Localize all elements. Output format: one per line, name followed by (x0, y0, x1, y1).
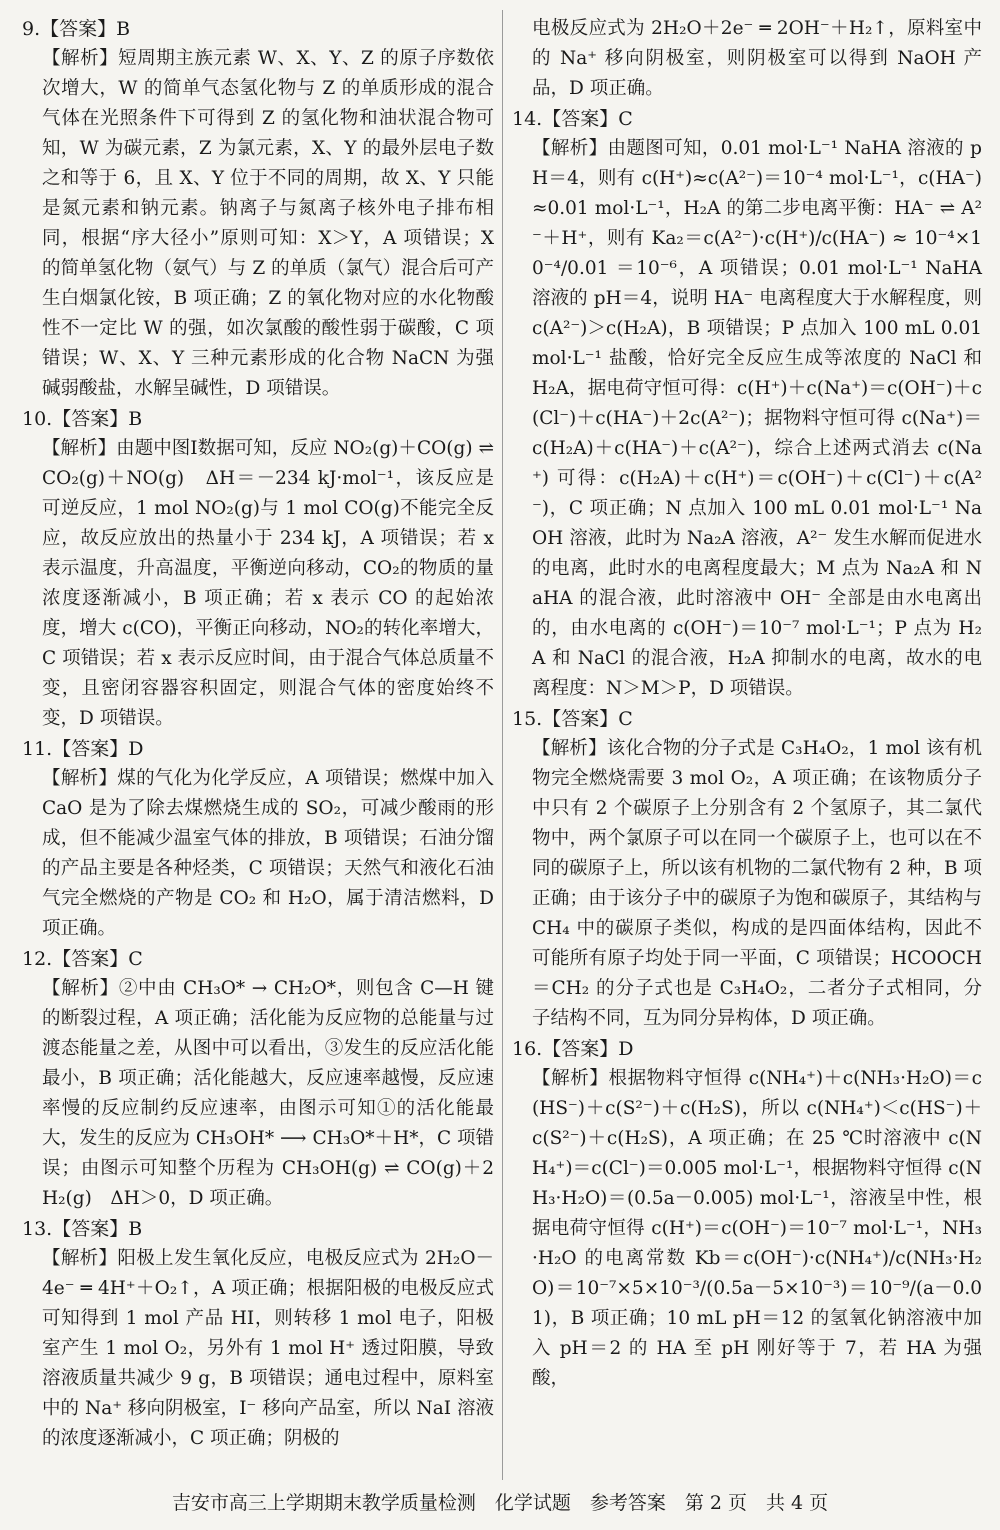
answer-label: 16.【答案】D (512, 1038, 634, 1060)
answer-label: 11.【答案】D (22, 738, 144, 760)
answer-label: 12.【答案】C (22, 948, 143, 970)
analysis-text: 【解析】由题中图Ⅰ数据可知，反应 NO₂(g)＋CO(g) ⇌ CO₂(g)＋NO(g) ΔH＝－234 kJ·mol⁻¹，该反应是可逆反应，1 mol NO₂(g)与 1 mol CO(g)不能完全反应，故反应放出的热量小于 234 kJ，A 项错误；若 x 表示温度，升高温度，平衡逆向移动，CO₂的物质的量浓度逐渐减小，B 项正确；若 x 表示 CO 的起始浓度，增大 c(CO)，平衡正向移动，NO₂的转化率增大，C 项错误；若 x 表示反应时间，由于混合气体总质量不变，且密闭容器容积固定，则混合气体的密度始终不变，D 项错误。 (42, 438, 494, 729)
analysis-text: 【解析】由题图可知，0.01 mol·L⁻¹ NaHA 溶液的 pH＝4，则有 c(H⁺)≈c(A²⁻)＝10⁻⁴ mol·L⁻¹，c(HA⁻)≈0.01 mol·L⁻¹，H₂A 的第二步电离平衡：HA⁻ ⇌ A²⁻＋H⁺，则有 Ka₂＝c(A²⁻)·c(H⁺)/c(HA⁻) ≈ 10⁻⁴×10⁻⁴/0.01 ＝10⁻⁶，A 项错误；0.01 mol·L⁻¹ NaHA 溶液的 pH＝4，说明 HA⁻ 电离程度大于水解程度，则 c(A²⁻)＞c(H₂A)，B 项错误；P 点加入 100 mL 0.01 mol·L⁻¹ 盐酸，恰好完全反应生成等浓度的 NaCl 和 H₂A，据电荷守恒可得：c(H⁺)＋c(Na⁺)＝c(OH⁻)＋c(Cl⁻)＋c(HA⁻)＋2c(A²⁻)；据物料守恒可得 c(Na⁺)＝c(H₂A)＋c(HA⁻)＋c(A²⁻)，综合上述两式消去 c(Na⁺) 可得：c(H₂A)＋c(H⁺)＝c(OH⁻)＋c(Cl⁻)＋c(A²⁻)，C 项正确；N 点加入 100 mL 0.01 mol·L⁻¹ NaOH 溶液，此时为 Na₂A 溶液，A²⁻ 发生水解而促进水的电离，此时水的电离程度最大；M 点为 Na₂A 和 NaHA 的混合液，此时溶液中 OH⁻ 全部是由水电离出的，由水电离的 c(OH⁻)＝10⁻⁷ mol·L⁻¹；P 点为 H₂A 和 NaCl 的混合液，H₂A 抑制水的电离，故水的电离程度：N＞M＞P，D 项错误。 (532, 138, 982, 699)
question-14 (512, 104, 982, 704)
answer-label: 15.【答案】C (512, 708, 633, 730)
left-column (22, 14, 494, 1454)
analysis-text: 【解析】该化合物的分子式是 C₃H₄O₂，1 mol 该有机物完全燃烧需要 3 mol O₂，A 项正确；在该物质分子中只有 2 个碳原子上分别含有 2 个氢原子，其二氯代物中，两个氯原子可以在同一个碳原子上，也可以在不同的碳原子上，所以该有机物的二氯代物有 2 种，B 项正确；由于该分子中的碳原子为饱和碳原子，其结构与 CH₄ 中的碳原子类似，构成的是四面体结构，因此不可能所有原子均处于同一平面，C 项错误；HCOOCH＝CH₂ 的分子式也是 C₃H₄O₂，二者分子式相同，分子结构不同，互为同分异构体，D 项正确。 (532, 738, 983, 1029)
column-divider (502, 10, 503, 1480)
question-10 (22, 404, 494, 734)
analysis-text: 【解析】短周期主族元素 W、X、Y、Z 的原子序数依次增大，W 的简单气态氢化物与 Z 的单质形成的混合气体在光照条件下可得到 Z 的氢化物和油状混合物可知，W 为碳元素，Z 为氯元素，X、Y 的最外层电子数之和等于 6，且 X、Y 位于不同的周期，故 X、Y 只能是氮元素和钠元素。钠离子与氮离子核外电子排布相同，根据“序大径小”原则可知：X＞Y，A 项错误；X 的简单氢化物（氨气）与 Z 的单质（氯气）混合后可产生白烟氯化铵，B 项正确；Z 的氧化物对应的水化物酸性不一定比 W 的强，如次氯酸的酸性弱于碳酸，C 项错误；W、X、Y 三种元素形成的化合物 NaCN 为强碱弱酸盐，水解呈碱性，D 项错误。 (42, 48, 494, 399)
analysis-text: 【解析】阳极上发生氧化反应，电极反应式为 2H₂O－4e⁻ ═ 4H⁺＋O₂↑，A 项正确；根据阳极的电极反应式可知得到 1 mol 产品 HI，则转移 1 mol 电子，阳极室产生 1 mol O₂，另外有 1 mol H⁺ 透过阳膜，导致溶液质量共减少 9 g，B 项错误；通电过程中，原料室中的 Na⁺ 移向阴极室，I⁻ 移向产品室，所以 NaI 溶液的浓度逐渐减小，C 项正确；阴极的 (42, 1248, 494, 1449)
analysis-continuation: 电极反应式为 2H₂O＋2e⁻ ═ 2OH⁻＋H₂↑，原料室中的 Na⁺ 移向阴极室，则阴极室可以得到 NaOH 产品，D 项正确。 (532, 18, 982, 99)
question-9 (22, 14, 494, 404)
question-13 (22, 1214, 494, 1454)
answer-label: 10.【答案】B (22, 408, 143, 430)
question-11 (22, 734, 494, 944)
question-15 (512, 704, 982, 1034)
answer-label: 9.【答案】B (22, 18, 131, 40)
analysis-text: 【解析】煤的气化为化学反应，A 项错误；燃煤中加入 CaO 是为了除去煤燃烧生成的 SO₂，可减少酸雨的形成，但不能减少温室气体的排放，B 项错误；石油分馏的产品主要是各种烃类，C 项错误；天然气和液化石油气完全燃烧的产物是 CO₂ 和 H₂O，属于清洁燃料，D 项正确。 (42, 768, 494, 939)
question-16 (512, 1034, 982, 1394)
question-12 (22, 944, 494, 1214)
analysis-text: 【解析】根据物料守恒得 c(NH₄⁺)＋c(NH₃·H₂O)＝c(HS⁻)＋c(S²⁻)＋c(H₂S)，所以 c(NH₄⁺)＜c(HS⁻)＋c(S²⁻)＋c(H₂S)，A 项正确；在 25 ℃时溶液中 c(NH₄⁺)＝c(Cl⁻)＝0.005 mol·L⁻¹，根据物料守恒得 c(NH₃·H₂O)＝(0.5a－0.005) mol·L⁻¹，溶液呈中性，根据电荷守恒得 c(H⁺)＝c(OH⁻)＝10⁻⁷ mol·L⁻¹，NH₃·H₂O 的电离常数 Kb＝c(OH⁻)·c(NH₄⁺)/c(NH₃·H₂O)＝10⁻⁷×5×10⁻³/(0.5a－5×10⁻³)＝10⁻⁹/(a－0.01)，B 项正确；10 mL pH＝12 的氢氧化钠溶液中加入 pH＝2 的 HA 至 pH 刚好等于 7，若 HA 为强酸， (532, 1068, 982, 1389)
page-footer: 吉安市高三上学期期末教学质量检测 化学试题 参考答案 第 2 页 共 4 页 (171, 1492, 829, 1514)
right-column (512, 14, 982, 1394)
answer-label: 14.【答案】C (512, 108, 633, 130)
answer-label: 13.【答案】B (22, 1218, 143, 1240)
analysis-text: 【解析】②中由 CH₃O* → CH₂O*，则包含 C—H 键的断裂过程，A 项正确；活化能为反应物的总能量与过渡态能量之差，从图中可以看出，③发生的反应活化能最小，B 项正确；活化能越大，反应速率越慢，反应速率慢的反应制约反应速率，由图示可知①的活化能最大，发生的反应为 CH₃OH* ⟶ CH₃O*＋H*，C 项错误；由图示可知整个历程为 CH₃OH(g) ⇌ CO(g)＋2H₂(g) ΔH＞0，D 项正确。 (42, 978, 494, 1209)
